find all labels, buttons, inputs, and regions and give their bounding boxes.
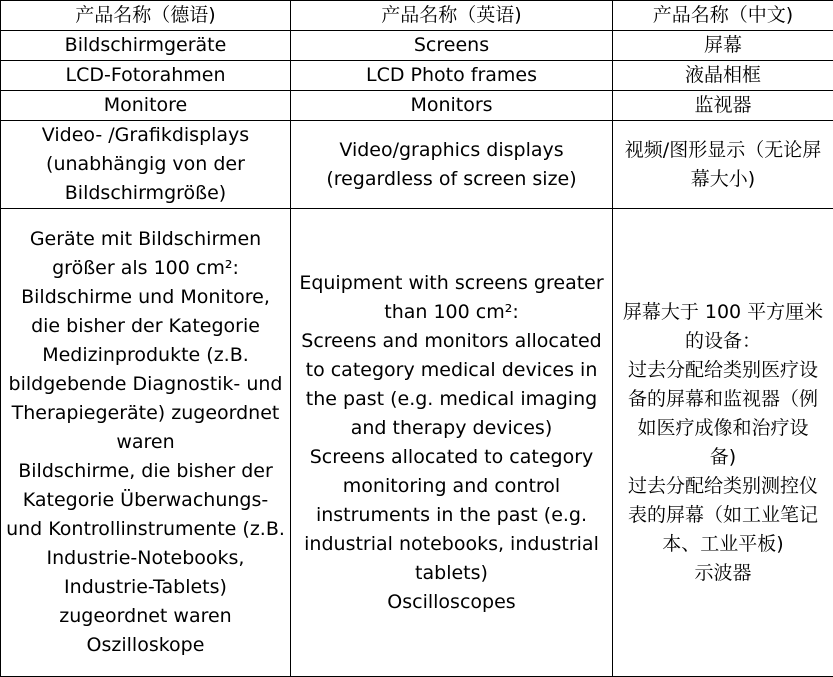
- cell-german: Geräte mit Bildschirmen größer als 100 cm²: Bildschirme und Monitore, die bisher der Kategorie Medizinprodukte (z.B. bildgebende Diagnostik- und Therapiegeräte) zugeordnet waren Bildschirme, die bisher der Kategorie Überwachungs- und Kontrollinstrumente (z.B. Industrie-Notebooks, Industrie-Tablets) zugeordnet waren Oszilloskope: [1, 209, 291, 677]
- cell-english: Video/graphics displays (regardless of screen size): [291, 121, 613, 209]
- cell-chinese: 屏幕: [613, 31, 833, 61]
- cell-chinese: 监视器: [613, 91, 833, 121]
- table-header-row: [1, 1, 833, 31]
- table-row: [1, 61, 833, 91]
- cell-german: LCD-Fotorahmen: [1, 61, 291, 91]
- cell-english: LCD Photo frames: [291, 61, 613, 91]
- header-german: 产品名称（德语): [1, 1, 291, 31]
- cell-german: Monitore: [1, 91, 291, 121]
- cell-english: Screens: [291, 31, 613, 61]
- cell-english: Equipment with screens greater than 100 cm²: Screens and monitors allocated to category medical devices in the past (e.g. medical imaging and therapy devices) Screens allocated to category monitoring and control instruments in the past (e.g. industrial notebooks, industrial tablets) Oscilloscopes: [291, 209, 613, 677]
- table-row: [1, 31, 833, 61]
- table-row: [1, 209, 833, 677]
- table-row: [1, 121, 833, 209]
- table-row: [1, 91, 833, 121]
- cell-german: Bildschirmgeräte: [1, 31, 291, 61]
- header-chinese: 产品名称（中文): [613, 1, 833, 31]
- cell-chinese: 视频/图形显示（无论屏 幕大小): [613, 121, 833, 209]
- cell-english: Monitors: [291, 91, 613, 121]
- cell-chinese: 液晶相框: [613, 61, 833, 91]
- cell-german: Video- /Grafikdisplays (unabhängig von der Bildschirmgröße): [1, 121, 291, 209]
- header-english: 产品名称（英语): [291, 1, 613, 31]
- cell-chinese: 屏幕大于 100 平方厘米 的设备： 过去分配给类别医疗设 备的屏幕和监视器（例 如医疗成像和治疗设 备) 过去分配给类别测控仪 表的屏幕（如工业笔记 本、工业平板) 示波器: [613, 209, 833, 677]
